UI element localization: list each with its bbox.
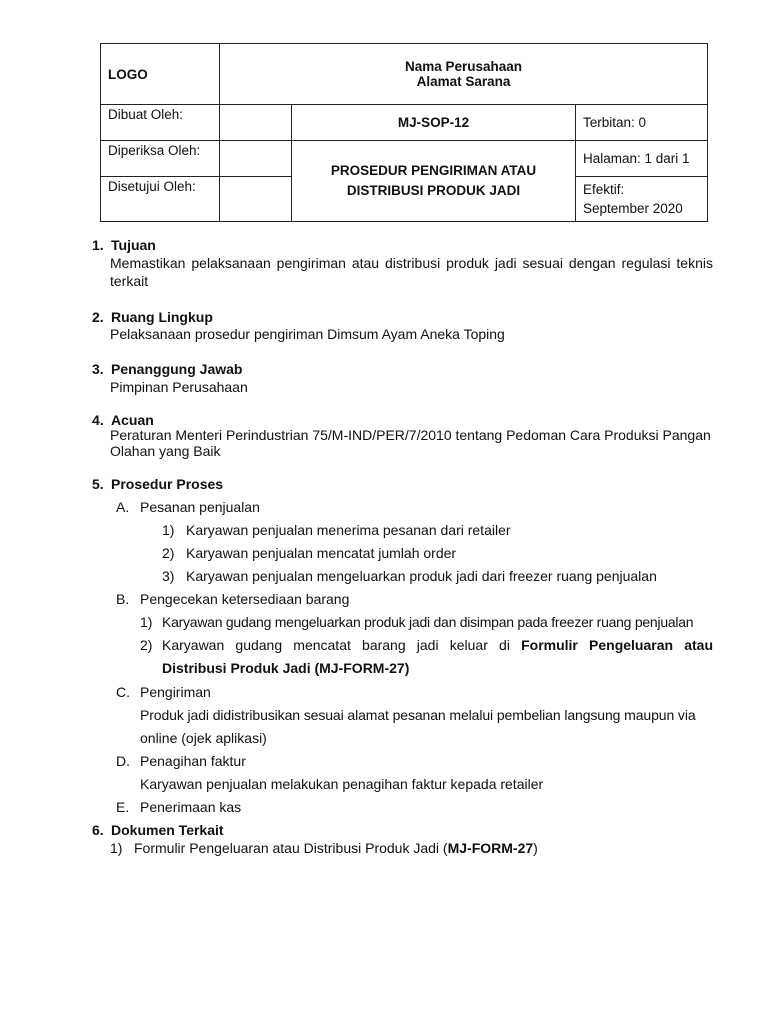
dibuat-label: Dibuat Oleh:: [101, 105, 220, 141]
disetujui-label: Disetujui Oleh:: [101, 177, 220, 222]
terbitan: Terbitan: 0: [576, 105, 708, 141]
halaman: Halaman: 1 dari 1: [576, 141, 708, 177]
doc-code: MJ-SOP-12: [292, 105, 576, 141]
section-acuan-text: Peraturan Menteri Perindustrian 75/M-IND/PER/7/2010 tentang Pedoman Cara Produksi Pangan Olahan yang Baik: [110, 427, 711, 459]
logo-placeholder: LOGO: [101, 44, 220, 105]
subsection-d-text: Karyawan penjualan melakukan penagihan faktur kepada retailer: [140, 776, 544, 792]
document-title-line1: PROSEDUR PENGIRIMAN ATAU: [330, 163, 537, 178]
dibuat-signature: [220, 105, 292, 141]
company-address: Alamat Sarana: [416, 74, 511, 89]
section-tujuan-text: Memastikan pelaksanaan pengiriman atau distribusi produk jadi sesuai dengan regulasi teknis terkait: [110, 255, 713, 289]
document-header-table: [100, 43, 708, 222]
subsection-b-title: Pengecekan ketersediaan barang: [140, 591, 350, 607]
diperiksa-signature: [220, 141, 292, 177]
subsection-b-mark: B.: [116, 591, 130, 607]
section-penanggung-jawab-heading: 3. Penanggung Jawab: [92, 361, 243, 377]
subsection-e-mark: E.: [116, 799, 130, 815]
section-ruang-lingkup-heading: 2. Ruang Lingkup: [92, 309, 213, 325]
document-title: [292, 141, 576, 222]
disetujui-signature: [220, 177, 292, 222]
document-title-line2: DISTRIBUSI PRODUK JADI: [346, 183, 521, 198]
list-item-a3-number: 3): [162, 568, 175, 584]
efektif-label: Efektif:: [583, 182, 625, 197]
section-dokumen-terkait-heading: 6. Dokumen Terkait: [92, 822, 224, 838]
subsection-d-title: Penagihan faktur: [140, 753, 246, 769]
section-tujuan-heading: 1. Tujuan: [92, 237, 156, 253]
list-item-b2: [162, 637, 713, 653]
subsection-c-text-line2: online (ojek aplikasi): [140, 730, 267, 746]
subsection-c-title: Pengiriman: [140, 684, 211, 700]
list-item-a2-number: 2): [162, 545, 175, 561]
subsection-c-text-line1: Produk jadi didistribusikan sesuai alamat pesanan melalui pembelian langsung maupun via: [140, 707, 696, 723]
list-item-a1-number: 1): [162, 522, 175, 538]
list-item-dokumen1-number: 1): [110, 840, 123, 856]
subsection-d-mark: D.: [116, 753, 130, 769]
section-penanggung-jawab-text: Pimpinan Perusahaan: [110, 379, 248, 395]
list-item-b2-text: Karyawan gudang mencatat barang jadi keluar di: [162, 637, 522, 653]
subsection-c-mark: C.: [116, 684, 130, 700]
efektif: [576, 177, 708, 222]
subsection-a-mark: A.: [116, 499, 130, 515]
list-item-b2-number: 2): [140, 637, 153, 653]
efektif-date: September 2020: [583, 201, 683, 216]
list-item-b2-continued: Distribusi Produk Jadi (MJ-FORM-27): [162, 660, 410, 676]
dokumen1-close: ): [533, 840, 538, 856]
subsection-e-title: Penerimaan kas: [140, 799, 242, 815]
list-item-a2: Karyawan penjualan mencatat jumlah order: [186, 545, 457, 561]
section-ruang-lingkup-text: Pelaksanaan prosedur pengiriman Dimsum Ayam Aneka Toping: [110, 326, 505, 342]
company-info: [220, 44, 708, 105]
subsection-a-title: Pesanan penjualan: [140, 499, 260, 515]
list-item-a1: Karyawan penjualan menerima pesanan dari retailer: [186, 522, 511, 538]
list-item-dokumen1: [134, 840, 538, 856]
section-acuan-heading: 4. Acuan: [92, 412, 154, 428]
dokumen1-text: Formulir Pengeluaran atau Distribusi Produk Jadi (: [134, 840, 448, 856]
diperiksa-label: Diperiksa Oleh:: [101, 141, 220, 177]
list-item-b1: Karyawan gudang mengeluarkan produk jadi dan disimpan pada freezer ruang penjualan: [162, 614, 694, 630]
form-reference-bold: Formulir Pengeluaran atau: [521, 637, 714, 653]
dokumen1-code: MJ-FORM-27: [447, 840, 534, 856]
company-name: Nama Perusahaan: [404, 59, 523, 74]
list-item-a3: Karyawan penjualan mengeluarkan produk jadi dari freezer ruang penjualan: [186, 568, 657, 584]
list-item-b1-number: 1): [140, 614, 153, 630]
section-prosedur-heading: 5. Prosedur Proses: [92, 476, 224, 492]
